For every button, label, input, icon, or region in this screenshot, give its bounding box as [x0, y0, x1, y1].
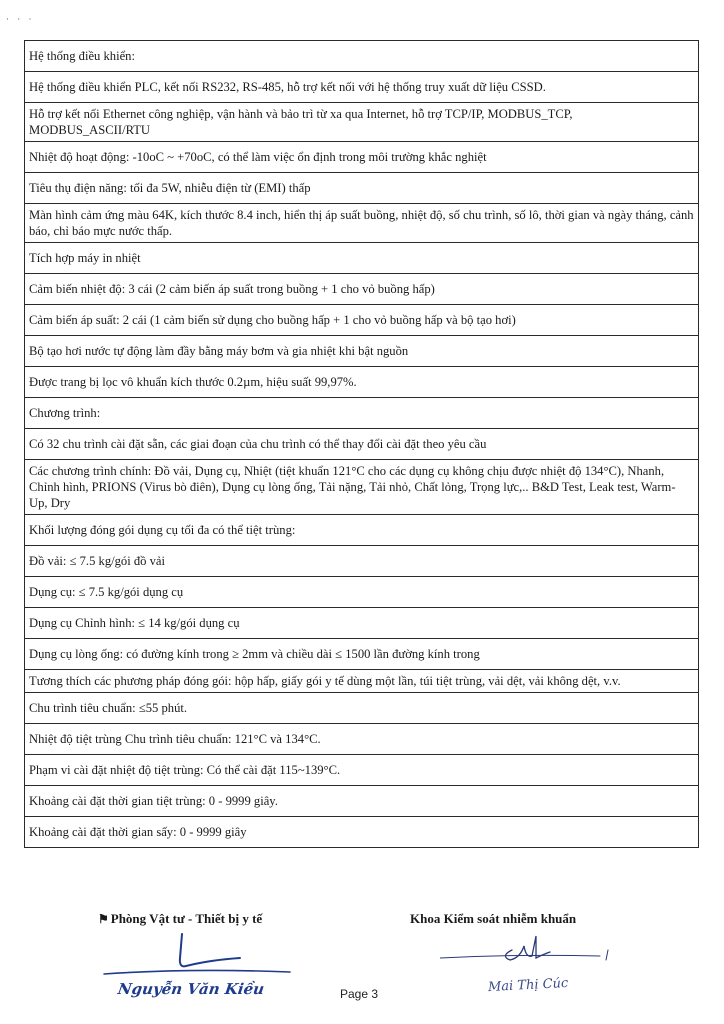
- spec-cell: Cảm biến nhiệt độ: 3 cái (2 cảm biến áp suất trong buồng + 1 cho vỏ buồng hấp): [25, 274, 699, 305]
- spec-cell: Tương thích các phương pháp đóng gói: hộp hấp, giấy gói y tế dùng một lần, túi tiệt trùng, vải dệt, vải không dệt, v.v.: [25, 670, 699, 693]
- spec-cell: Khối lượng đóng gói dụng cụ tối đa có thể tiệt trùng:: [25, 515, 699, 546]
- table-row: [25, 429, 699, 460]
- spec-cell: Khoảng cài đặt thời gian sấy: 0 - 9999 giây: [25, 817, 699, 848]
- spec-cell: Tiêu thụ điện năng: tối đa 5W, nhiễu điện từ (EMI) thấp: [25, 173, 699, 204]
- spec-cell: Nhiệt độ tiệt trùng Chu trình tiêu chuẩn: 121°C và 134°C.: [25, 724, 699, 755]
- table-row: [25, 243, 699, 274]
- table-row: [25, 817, 699, 848]
- table-row: [25, 41, 699, 72]
- table-row: [25, 670, 699, 693]
- table-row: [25, 639, 699, 670]
- table-row: [25, 724, 699, 755]
- spec-cell: Tích hợp máy in nhiệt: [25, 243, 699, 274]
- spec-cell: Các chương trình chính: Đồ vải, Dụng cụ, Nhiệt (tiệt khuẩn 121°C cho các dụng cụ không chịu được nhiệt độ 134°C), Nhanh, Chỉnh hình, PRIONS (Virus bò điên), Dụng cụ lòng ống, Tải nặng, Tải nhỏ, Chất lỏng, Trọng lực,.. B&D Test, Leak test, Warm-Up, Dry: [25, 460, 699, 515]
- spec-table: [24, 40, 699, 848]
- table-row: [25, 173, 699, 204]
- table-row: [25, 577, 699, 608]
- right-signature-image: [440, 928, 640, 978]
- table-row: [25, 142, 699, 173]
- spec-cell: Dụng cụ Chỉnh hình: ≤ 14 kg/gói dụng cụ: [25, 608, 699, 639]
- table-row: [25, 608, 699, 639]
- spec-cell: Chương trình:: [25, 398, 699, 429]
- table-row: [25, 367, 699, 398]
- spec-cell: Được trang bị lọc vô khuẩn kích thước 0.2µm, hiệu suất 99,97%.: [25, 367, 699, 398]
- spec-cell: Màn hình cảm ứng màu 64K, kích thước 8.4 inch, hiển thị áp suất buồng, nhiệt độ, số chu trình, số lô, thời gian và ngày tháng, cảnh báo, chỉ báo mực nước thấp.: [25, 204, 699, 243]
- check-mark-icon: ⚑: [98, 912, 109, 926]
- table-row: [25, 336, 699, 367]
- spec-cell: Cảm biến áp suất: 2 cái (1 cảm biến sử dụng cho buồng hấp + 1 cho vỏ buồng hấp và bộ tạo hơi): [25, 305, 699, 336]
- spec-cell: Hệ thống điều khiển PLC, kết nối RS232, RS-485, hỗ trợ kết nối với hệ thống truy xuất dữ liệu CSSD.: [25, 72, 699, 103]
- right-signatory-title: Khoa Kiểm soát nhiễm khuẩn: [410, 911, 577, 926]
- spec-cell: Phạm vi cài đặt nhiệt độ tiệt trùng: Có thể cài đặt 115~139°C.: [25, 755, 699, 786]
- table-row: [25, 786, 699, 817]
- spec-cell: Dụng cụ lòng ống: có đường kính trong ≥ 2mm và chiều dài ≤ 1500 lần đường kính trong: [25, 639, 699, 670]
- spec-cell: Dụng cụ: ≤ 7.5 kg/gói dụng cụ: [25, 577, 699, 608]
- scan-marks: · · ·: [6, 14, 35, 24]
- table-row: [25, 755, 699, 786]
- table-row: [25, 693, 699, 724]
- spec-cell: Khoảng cài đặt thời gian tiệt trùng: 0 - 9999 giây.: [25, 786, 699, 817]
- table-row: [25, 546, 699, 577]
- table-row: [25, 103, 699, 142]
- page-number: Page 3: [340, 987, 379, 1001]
- spec-cell: Hỗ trợ kết nối Ethernet công nghiệp, vận hành và bảo trì từ xa qua Internet, hỗ trợ TCP/IP, MODBUS_TCP, MODBUS_ASCII/RTU: [25, 103, 699, 142]
- table-row: [25, 398, 699, 429]
- left-signatory-title-text: Phòng Vật tư - Thiết bị y tế: [110, 911, 263, 926]
- table-row: [25, 460, 699, 515]
- spec-cell: Chu trình tiêu chuẩn: ≤55 phút.: [25, 693, 699, 724]
- table-row: [25, 274, 699, 305]
- spec-cell: Đồ vải: ≤ 7.5 kg/gói đồ vải: [25, 546, 699, 577]
- spec-cell: Bộ tạo hơi nước tự động làm đầy bằng máy bơm và gia nhiệt khi bật nguồn: [25, 336, 699, 367]
- spec-cell: Có 32 chu trình cài đặt sẵn, các giai đoạn của chu trình có thể thay đổi cài đặt theo yêu cầu: [25, 429, 699, 460]
- left-signatory-name: Nguyễn Văn Kiều: [116, 980, 266, 998]
- left-signatory-title: [98, 911, 262, 927]
- table-row: [25, 515, 699, 546]
- table-row: [25, 72, 699, 103]
- spec-cell: Nhiệt độ hoạt động: -10oC ~ +70oC, có thể làm việc ổn định trong môi trường khắc nghiệt: [25, 142, 699, 173]
- left-signature-image: [100, 928, 300, 988]
- right-signatory-name: Mai Thị Cúc: [487, 975, 569, 996]
- table-row: [25, 305, 699, 336]
- spec-cell: Hệ thống điều khiển:: [25, 41, 699, 72]
- table-row: [25, 204, 699, 243]
